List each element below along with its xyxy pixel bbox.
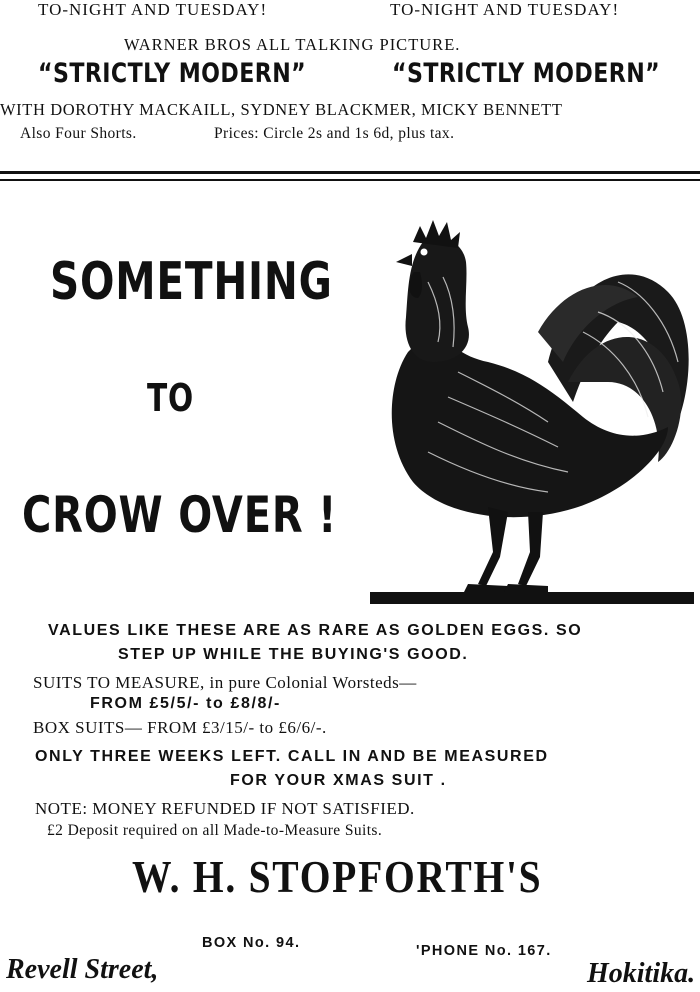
suits-to-measure: SUITS TO MEASURE, in pure Colonial Worsteds—: [33, 673, 417, 692]
suits-to-measure-price: FROM £5/5/- to £8/8/-: [90, 695, 281, 712]
headline-crow-over: CROW OVER !: [22, 486, 338, 544]
weeks-line-1: ONLY THREE WEEKS LEFT. CALL IN AND BE MEASURED: [35, 748, 549, 765]
deposit-line: £2 Deposit required on all Made-to-Measure Suits.: [47, 822, 383, 839]
phone-number: 'PHONE No. 167.: [416, 943, 552, 959]
box-suits: BOX SUITS— FROM £3/15/- to £6/6/-.: [33, 718, 327, 737]
box-number: BOX No. 94.: [202, 935, 301, 951]
extras-line: Also Four Shorts.: [20, 125, 137, 142]
presenter-line: WARNER BROS ALL TALKING PICTURE.: [124, 35, 461, 54]
weeks-line-2: FOR YOUR XMAS SUIT .: [230, 772, 447, 789]
note-line: NOTE: MONEY REFUNDED IF NOT SATISFIED.: [35, 799, 415, 818]
film-title-right: “STRICTLY MODERN”: [392, 58, 661, 89]
prices-line: Prices: Circle 2s and 1s 6d, plus tax.: [214, 125, 455, 142]
divider-rule-top: [0, 171, 700, 174]
street-address: Revell Street,: [6, 954, 159, 985]
values-line-2: STEP UP WHILE THE BUYING'S GOOD.: [118, 646, 469, 663]
firm-name: W. H. STOPFORTH'S: [132, 851, 543, 902]
headline-to: TO: [147, 376, 194, 420]
tonight-right: TO-NIGHT AND TUESDAY!: [390, 0, 620, 19]
values-line-1: VALUES LIKE THESE ARE AS RARE AS GOLDEN EGGS. SO: [48, 622, 583, 639]
rooster-icon: [368, 212, 696, 607]
film-title-left: “STRICTLY MODERN”: [38, 58, 307, 89]
headline-something: SOMETHING: [50, 252, 333, 312]
divider-rule-bottom: [0, 179, 700, 181]
cast-line: WITH DOROTHY MACKAILL, SYDNEY BLACKMER, MICKY BENNETT: [0, 100, 563, 119]
town-name: Hokitika.: [587, 958, 696, 989]
tonight-left: TO-NIGHT AND TUESDAY!: [38, 0, 268, 19]
